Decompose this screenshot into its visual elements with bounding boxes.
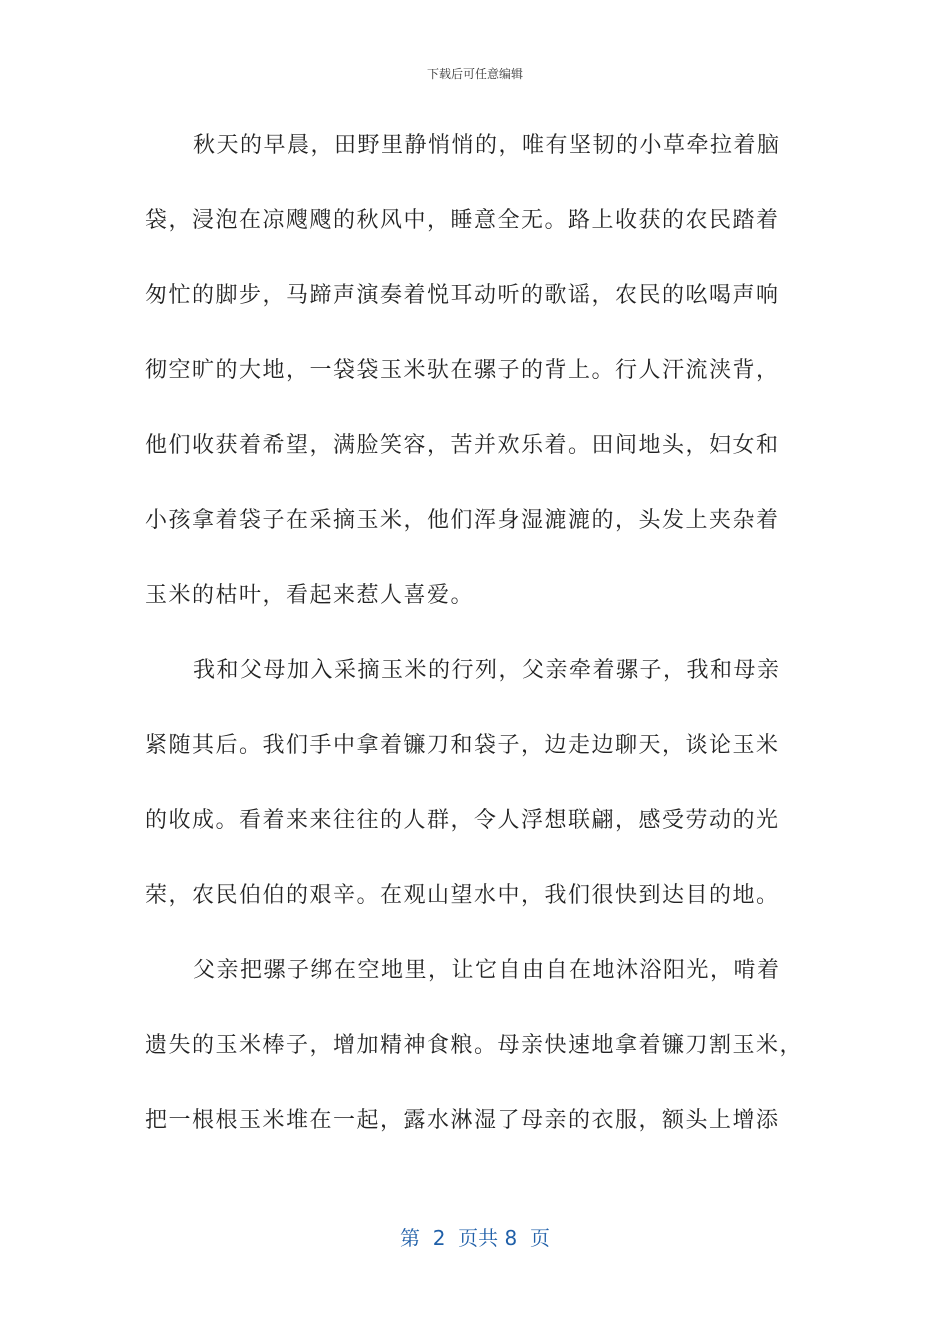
paragraph-line: 紧随其后。我们手中拿着镰刀和袋子，边走边聊天，谈论玉米: [145, 733, 780, 758]
paragraph-line: 的收成。看着来来往往的人群，令人浮想联翩，感受劳动的光: [145, 808, 780, 833]
paragraph-line: 玉米的枯叶，看起来惹人喜爱。: [145, 583, 475, 608]
paragraph-line: 彻空旷的大地，一袋袋玉米驮在骡子的背上。行人汗流浃背，: [145, 358, 780, 383]
paragraph-line: 袋，浸泡在凉飕飕的秋风中，睡意全无。路上收获的农民踏着: [145, 208, 780, 233]
header-note: 下载后可任意编辑: [426, 67, 523, 81]
paragraph-line: 把一根根玉米堆在一起，露水淋湿了母亲的衣服，额头上增添: [145, 1108, 780, 1133]
paragraph-line: 我和父母加入采摘玉米的行列，父亲牵着骡子，我和母亲: [193, 658, 781, 683]
paragraph-line: 秋天的早晨，田野里静悄悄的，唯有坚韧的小草牵拉着脑: [193, 133, 781, 158]
paragraph-line: 父亲把骡子绑在空地里，让它自由自在地沐浴阳光，啃着: [193, 958, 781, 983]
paragraph-line: 他们收获着希望，满脸笑容，苦并欢乐着。田间地头，妇女和: [145, 433, 780, 458]
paragraph-line: 小孩拿着袋子在采摘玉米，他们浑身湿漉漉的，头发上夹杂着: [145, 508, 780, 533]
paragraph-line: 荣，农民伯伯的艰辛。在观山望水中，我们很快到达目的地。: [145, 883, 780, 908]
paragraph-line: 匆忙的脚步，马蹄声演奏着悦耳动听的歌谣，农民的吆喝声响: [145, 283, 780, 308]
page-number-footer: 第 2 页共 8 页: [400, 1226, 550, 1250]
paragraph-line: 遗失的玉米棒子，增加精神食粮。母亲快速地拿着镰刀割玉米，: [145, 1033, 804, 1058]
body-text: [145, 122, 815, 1172]
